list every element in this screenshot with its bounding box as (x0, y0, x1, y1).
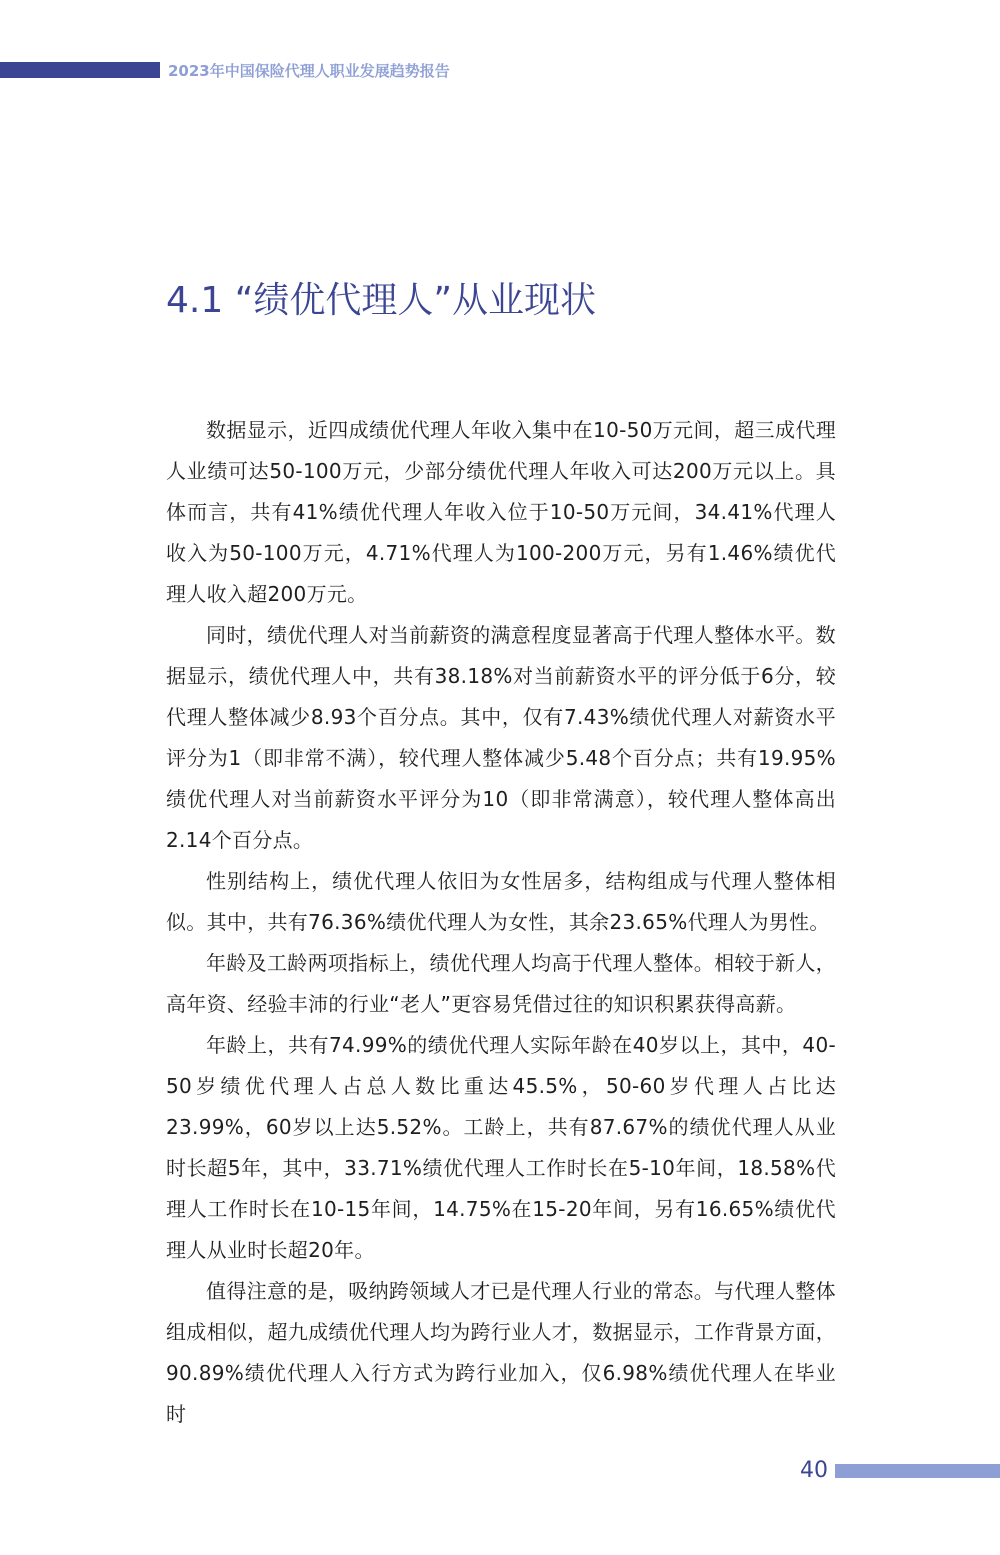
body-text (166, 410, 836, 1435)
header-accent-bar (0, 62, 160, 78)
paragraph-age-tenure-detail: 年龄上，共有74.99%的绩优代理人实际年龄在40岁以上，其中，40-50岁绩优代理人占总人数比重达45.5%，50-60岁代理人占比达23.99%，60岁以上达5.52%。工龄上，共有87.67%的绩优代理人从业时长超5年，其中，33.71%绩优代理人工作时长在5-10年间，18.58%代理人工作时长在10-15年间，14.75%在15-20年间，另有16.65%绩优代理人从业时长超20年。 (166, 1033, 836, 1262)
paragraph-gender: 性别结构上，绩优代理人依旧为女性居多，结构组成与代理人整体相似。其中，共有76.36%绩优代理人为女性，其余23.65%代理人为男性。 (166, 869, 836, 934)
paragraph-income: 数据显示，近四成绩优代理人年收入集中在10-50万元间，超三成代理人业绩可达50-100万元，少部分绩优代理人年收入可达200万元以上。具体而言，共有41%绩优代理人年收入位于10-50万元间，34.41%代理人收入为50-100万元，4.71%代理人为100-200万元，另有1.46%绩优代理人收入超200万元。 (166, 418, 836, 606)
page-number: 40 (800, 1458, 828, 1483)
footer-accent-bar (835, 1464, 1000, 1478)
report-title: 2023年中国保险代理人职业发展趋势报告 (168, 62, 450, 80)
paragraph-salary-satisfaction: 同时，绩优代理人对当前薪资的满意程度显著高于代理人整体水平。数据显示，绩优代理人中，共有38.18%对当前薪资水平的评分低于6分，较代理人整体减少8.93个百分点。其中，仅有7.43%绩优代理人对薪资水平评分为1（即非常不满），较代理人整体减少5.48个百分点；共有19.95%绩优代理人对当前薪资水平评分为10（即非常满意），较代理人整体高出2.14个百分点。 (166, 623, 836, 852)
paragraph-cross-industry: 值得注意的是，吸纳跨领域人才已是代理人行业的常态。与代理人整体组成相似，超九成绩优代理人均为跨行业人才，数据显示，工作背景方面，90.89%绩优代理人入行方式为跨行业加入，仅6.98%绩优代理人在毕业时 (166, 1279, 836, 1426)
paragraph-age-tenure-summary: 年龄及工龄两项指标上，绩优代理人均高于代理人整体。相较于新人，高年资、经验丰沛的行业“老人”更容易凭借过往的知识积累获得高薪。 (166, 951, 836, 1016)
section-title: 4.1 “绩优代理人”从业现状 (166, 280, 596, 321)
